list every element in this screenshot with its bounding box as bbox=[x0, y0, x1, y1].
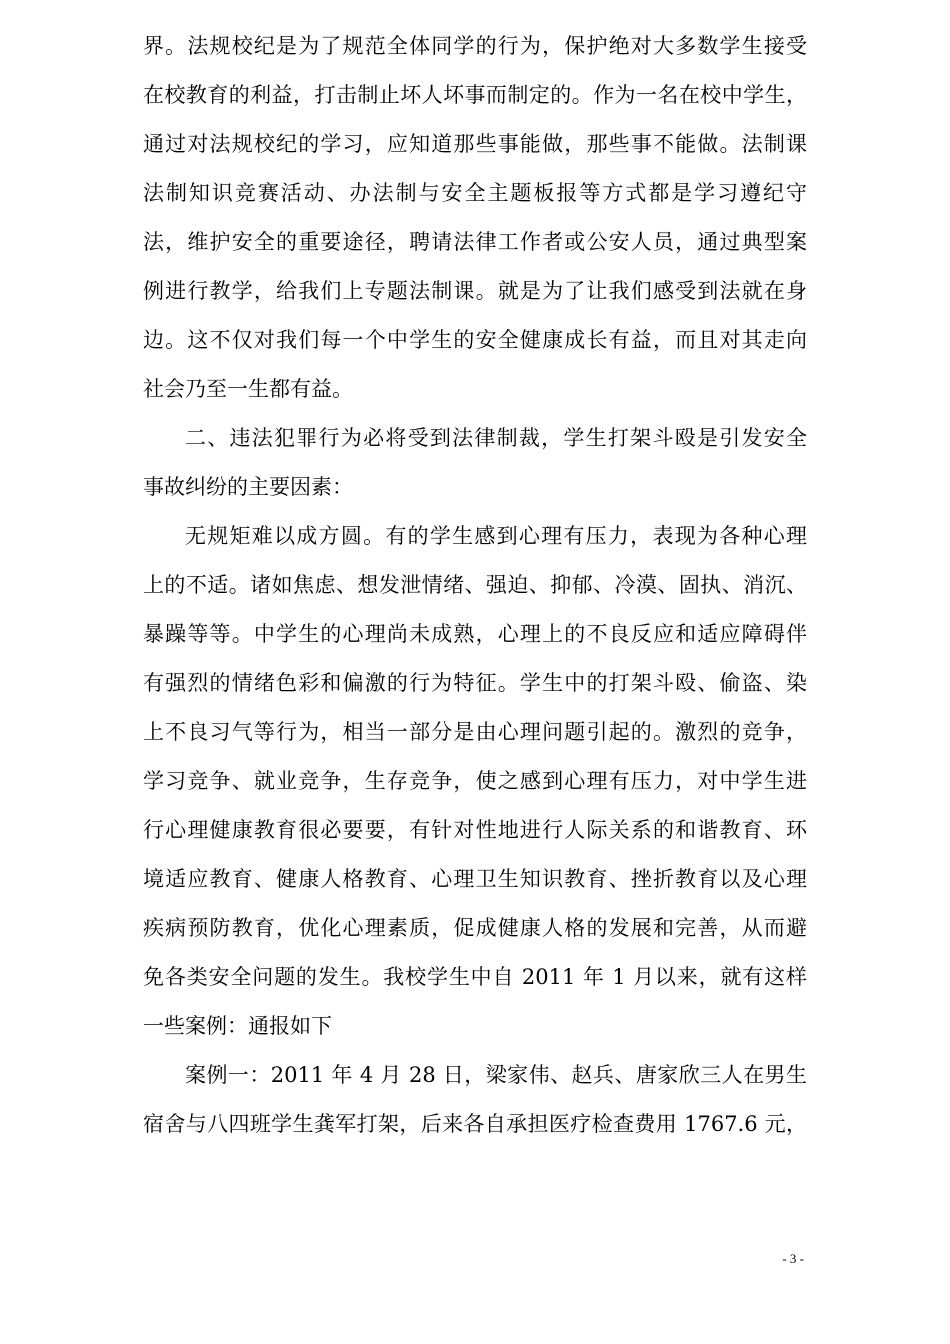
text-line: 无规矩难以成方圆。有的学生感到心理有压力，表现为各种心理 bbox=[185, 524, 807, 548]
text-line: 二、违法犯罪行为必将受到法律制裁，学生打架斗殴是引发安全 bbox=[185, 426, 807, 450]
text-line: 一些案例：通报如下 bbox=[143, 1014, 332, 1038]
text-line: 例进行教学，给我们上专题法制课。就是为了让我们感受到法就在身 bbox=[143, 279, 807, 303]
text-line: 暴躁等等。中学生的心理尚未成熟，心理上的不良反应和适应障碍伴 bbox=[143, 622, 807, 646]
text-line: 事故纠纷的主要因素： bbox=[143, 475, 353, 499]
text-line: 疾病预防教育，优化心理素质，促成健康人格的发展和完善，从而避 bbox=[143, 916, 807, 940]
text-line: 通过对法规校纪的学习，应知道那些事能做，那些事不能做。法制课 bbox=[143, 132, 807, 156]
text-line: 法，维护安全的重要途径，聘请法律工作者或公安人员，通过典型案 bbox=[143, 230, 807, 254]
text-line: 学习竞争、就业竞争，生存竞争，使之感到心理有压力，对中学生进 bbox=[143, 769, 807, 793]
text-line: 免各类安全问题的发生。我校学生中自 2011 年 1 月以来，就有这样 bbox=[143, 965, 807, 989]
text-line: 宿舍与八四班学生龚军打架，后来各自承担医疗检查费用 1767.6 元， bbox=[143, 1112, 807, 1136]
text-line: 社会乃至一生都有益。 bbox=[143, 377, 353, 401]
text-line: 案例一：2011 年 4 月 28 日，梁家伟、赵兵、唐家欣三人在男生 bbox=[185, 1063, 807, 1087]
text-line: 法制知识竞赛活动、办法制与安全主题板报等方式都是学习遵纪守 bbox=[143, 181, 807, 205]
text-line: 上的不适。诸如焦虑、想发泄情绪、强迫、抑郁、冷漠、固执、消沉、 bbox=[143, 573, 807, 597]
body-text bbox=[143, 22, 807, 1149]
text-line: 有强烈的情绪色彩和偏激的行为特征。学生中的打架斗殴、偷盗、染 bbox=[143, 671, 807, 695]
text-line: 境适应教育、健康人格教育、心理卫生知识教育、挫折教育以及心理 bbox=[143, 867, 807, 891]
text-line: 在校教育的利益，打击制止坏人坏事而制定的。作为一名在校中学生， bbox=[143, 83, 807, 107]
text-line: 行心理健康教育很必要要，有针对性地进行人际关系的和谐教育、环 bbox=[143, 818, 807, 842]
text-line: 界。法规校纪是为了规范全体同学的行为，保护绝对大多数学生接受 bbox=[143, 34, 807, 58]
text-line: 边。这不仅对我们每一个中学生的安全健康成长有益，而且对其走向 bbox=[143, 328, 807, 352]
page-number: - 3 - bbox=[782, 1251, 804, 1266]
text-line: 上不良习气等行为，相当一部分是由心理问题引起的。激烈的竞争， bbox=[143, 720, 807, 744]
